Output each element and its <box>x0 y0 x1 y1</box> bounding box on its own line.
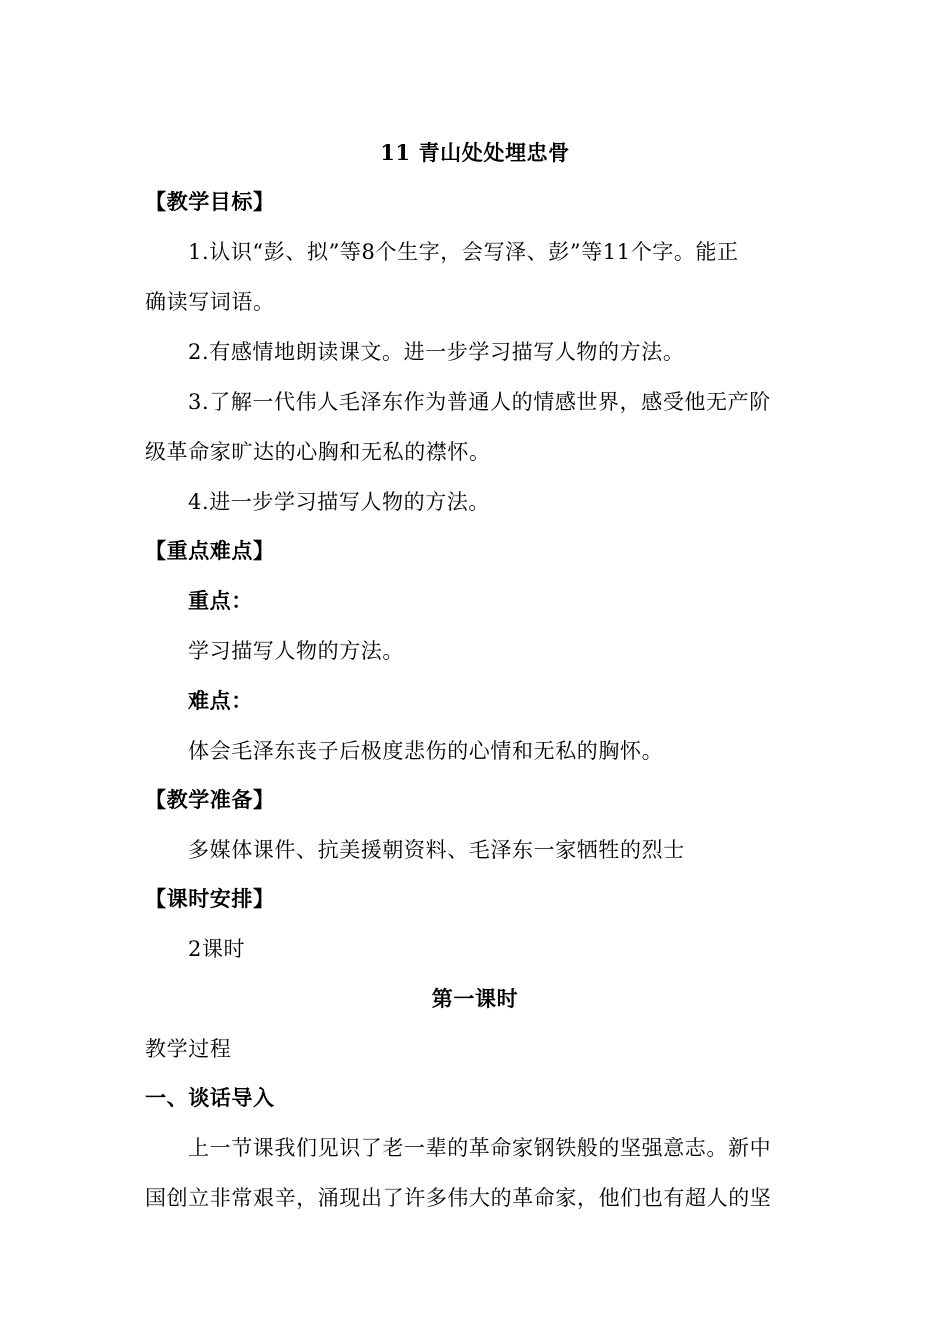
schedule-text: 2课时 <box>188 937 246 961</box>
teaching-process-label: 教学过程 <box>145 1037 232 1061</box>
part-1-paragraph-line-2: 国创立非常艰辛，涌现出了许多伟大的革命家，他们也有超人的坚 <box>145 1186 772 1210</box>
first-lesson-heading: 第一课时 <box>431 986 519 1011</box>
objective-item-1-line-1: 1.认识“彭、拟”等8个生字，会写泽、彭”等11个字。能正 <box>188 240 739 264</box>
key-point-text: 学习描写人物的方法。 <box>188 639 404 663</box>
objective-item-3-line-2: 级革命家旷达的心胸和无私的襟怀。 <box>145 440 491 464</box>
difficult-point-text: 体会毛泽东丧子后极度悲伤的心情和无私的胸怀。 <box>188 739 664 763</box>
objective-item-1-line-2: 确读写词语。 <box>145 290 275 314</box>
difficult-point-label: 难点： <box>188 688 253 713</box>
schedule-heading: 【课时安排】 <box>145 886 275 911</box>
document-title: 11 青山处处埋忠骨 <box>380 140 570 165</box>
objective-item-4: 4.进一步学习描写人物的方法。 <box>188 490 491 514</box>
key-points-heading: 【重点难点】 <box>145 538 275 563</box>
preparation-text: 多媒体课件、抗美援朝资料、毛泽东一家牺牲的烈士 <box>188 838 685 862</box>
objective-item-2: 2.有感情地朗读课文。进一步学习描写人物的方法。 <box>188 340 685 364</box>
part-1-heading: 一、谈话导入 <box>145 1085 275 1110</box>
part-1-paragraph-line-1: 上一节课我们见识了老一辈的革命家钢铁般的坚强意志。新中 <box>188 1136 772 1160</box>
objective-item-3-line-1: 3.了解一代伟人毛泽东作为普通人的情感世界，感受他无产阶 <box>188 390 771 414</box>
objectives-heading: 【教学目标】 <box>145 189 275 214</box>
preparation-heading: 【教学准备】 <box>145 787 275 812</box>
key-point-label: 重点： <box>188 588 253 613</box>
